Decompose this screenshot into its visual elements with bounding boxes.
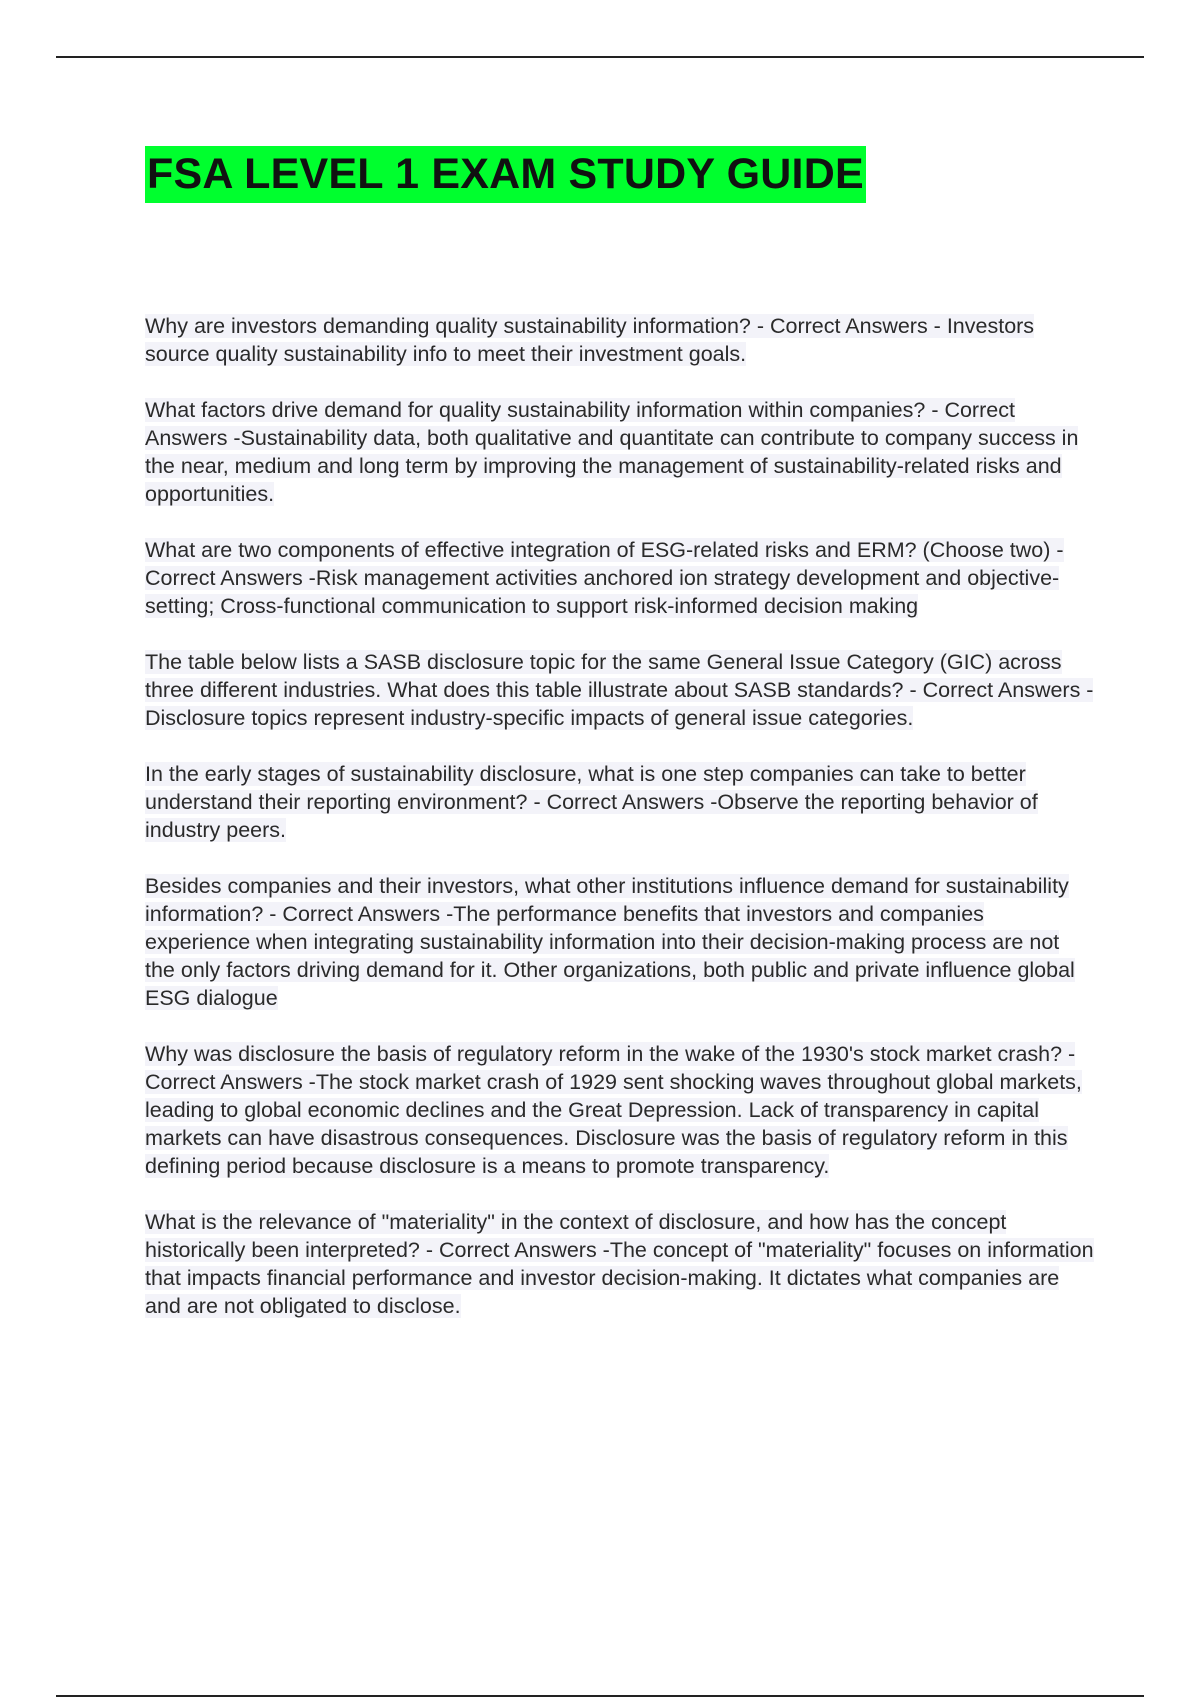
question-text: The table below lists a SASB disclosure topic for the same General Issue Category (GIC) across three different industries. What does this table illustrate about SASB standards? — [145, 650, 1062, 702]
answer-text: The stock market crash of 1929 sent shocking waves throughout global markets, leading to global economic declines and the Great Depression. Lack of transparency in capital markets can have disastrous consequences. Disclosure was the basis of regulatory reform in this defining period because disclosure is a means to promote transparency. — [145, 1070, 1082, 1178]
answer-separator: - Correct Answers - — [419, 1238, 610, 1262]
answer-separator: - Correct Answers - — [145, 398, 1015, 450]
answer-separator: - Correct Answers - — [750, 314, 941, 338]
qa-entry — [145, 1208, 1095, 1320]
answer-text: Sustainability data, both qualitative and quantitate can contribute to company success in the near, medium and long term by improving the management of sustainability-related risks and opportunities. — [145, 426, 1079, 506]
question-text: In the early stages of sustainability disclosure, what is one step companies can take to better understand their reporting environment? — [145, 762, 1026, 814]
qa-entry — [145, 760, 1095, 844]
answer-separator: - Correct Answers - — [527, 790, 718, 814]
question-text: What are two components of effective integration of ESG-related risks and ERM? (Choose two) — [145, 538, 1051, 562]
qa-entry — [145, 536, 1095, 620]
answer-text: Risk management activities anchored ion strategy development and objective-setting; Cross-functional communication to support risk-informed decision making — [145, 566, 1060, 618]
question-text: What factors drive demand for quality sustainability information within companies? — [145, 398, 926, 422]
question-text: Why are investors demanding quality sustainability information? — [145, 314, 751, 338]
answer-text: Investors source quality sustainability info to meet their investment goals. — [145, 314, 1035, 366]
qa-entry — [145, 1040, 1095, 1180]
bottom-rule — [56, 1695, 1144, 1697]
qa-list — [145, 312, 1095, 1348]
question-text: What is the relevance of "materiality" in the context of disclosure, and how has the concept historically been interpreted? — [145, 1210, 1007, 1262]
question-text: Why was disclosure the basis of regulatory reform in the wake of the 1930's stock market crash? — [145, 1042, 1063, 1066]
question-text: Besides companies and their investors, what other institutions influence demand for sustainability information? — [145, 874, 1069, 926]
document-title: FSA LEVEL 1 EXAM STUDY GUIDE — [145, 146, 866, 203]
answer-separator: - Correct Answers - — [263, 902, 454, 926]
top-rule — [56, 56, 1144, 58]
qa-entry — [145, 312, 1095, 368]
answer-separator: - Correct Answers - — [145, 1042, 1076, 1094]
answer-text: The concept of "materiality" focuses on information that impacts financial performance and investor decision-making. It dictates what companies are and are not obligated to disclose. — [145, 1238, 1094, 1318]
qa-entry — [145, 872, 1095, 1012]
answer-separator: - Correct Answers - — [903, 678, 1094, 702]
answer-text: The performance benefits that investors and companies experience when integrating sustainability information into their decision-making process are not the only factors driving demand for it. Other organizations, both public and private influence global ESG dialogue — [145, 902, 1075, 1010]
qa-entry — [145, 648, 1095, 732]
qa-entry — [145, 396, 1095, 508]
answer-text: Disclosure topics represent industry-specific impacts of general issue categories. — [145, 706, 914, 730]
title-block — [145, 146, 866, 203]
answer-text: Observe the reporting behavior of industry peers. — [145, 790, 1038, 842]
answer-separator: - Correct Answers - — [145, 538, 1064, 590]
